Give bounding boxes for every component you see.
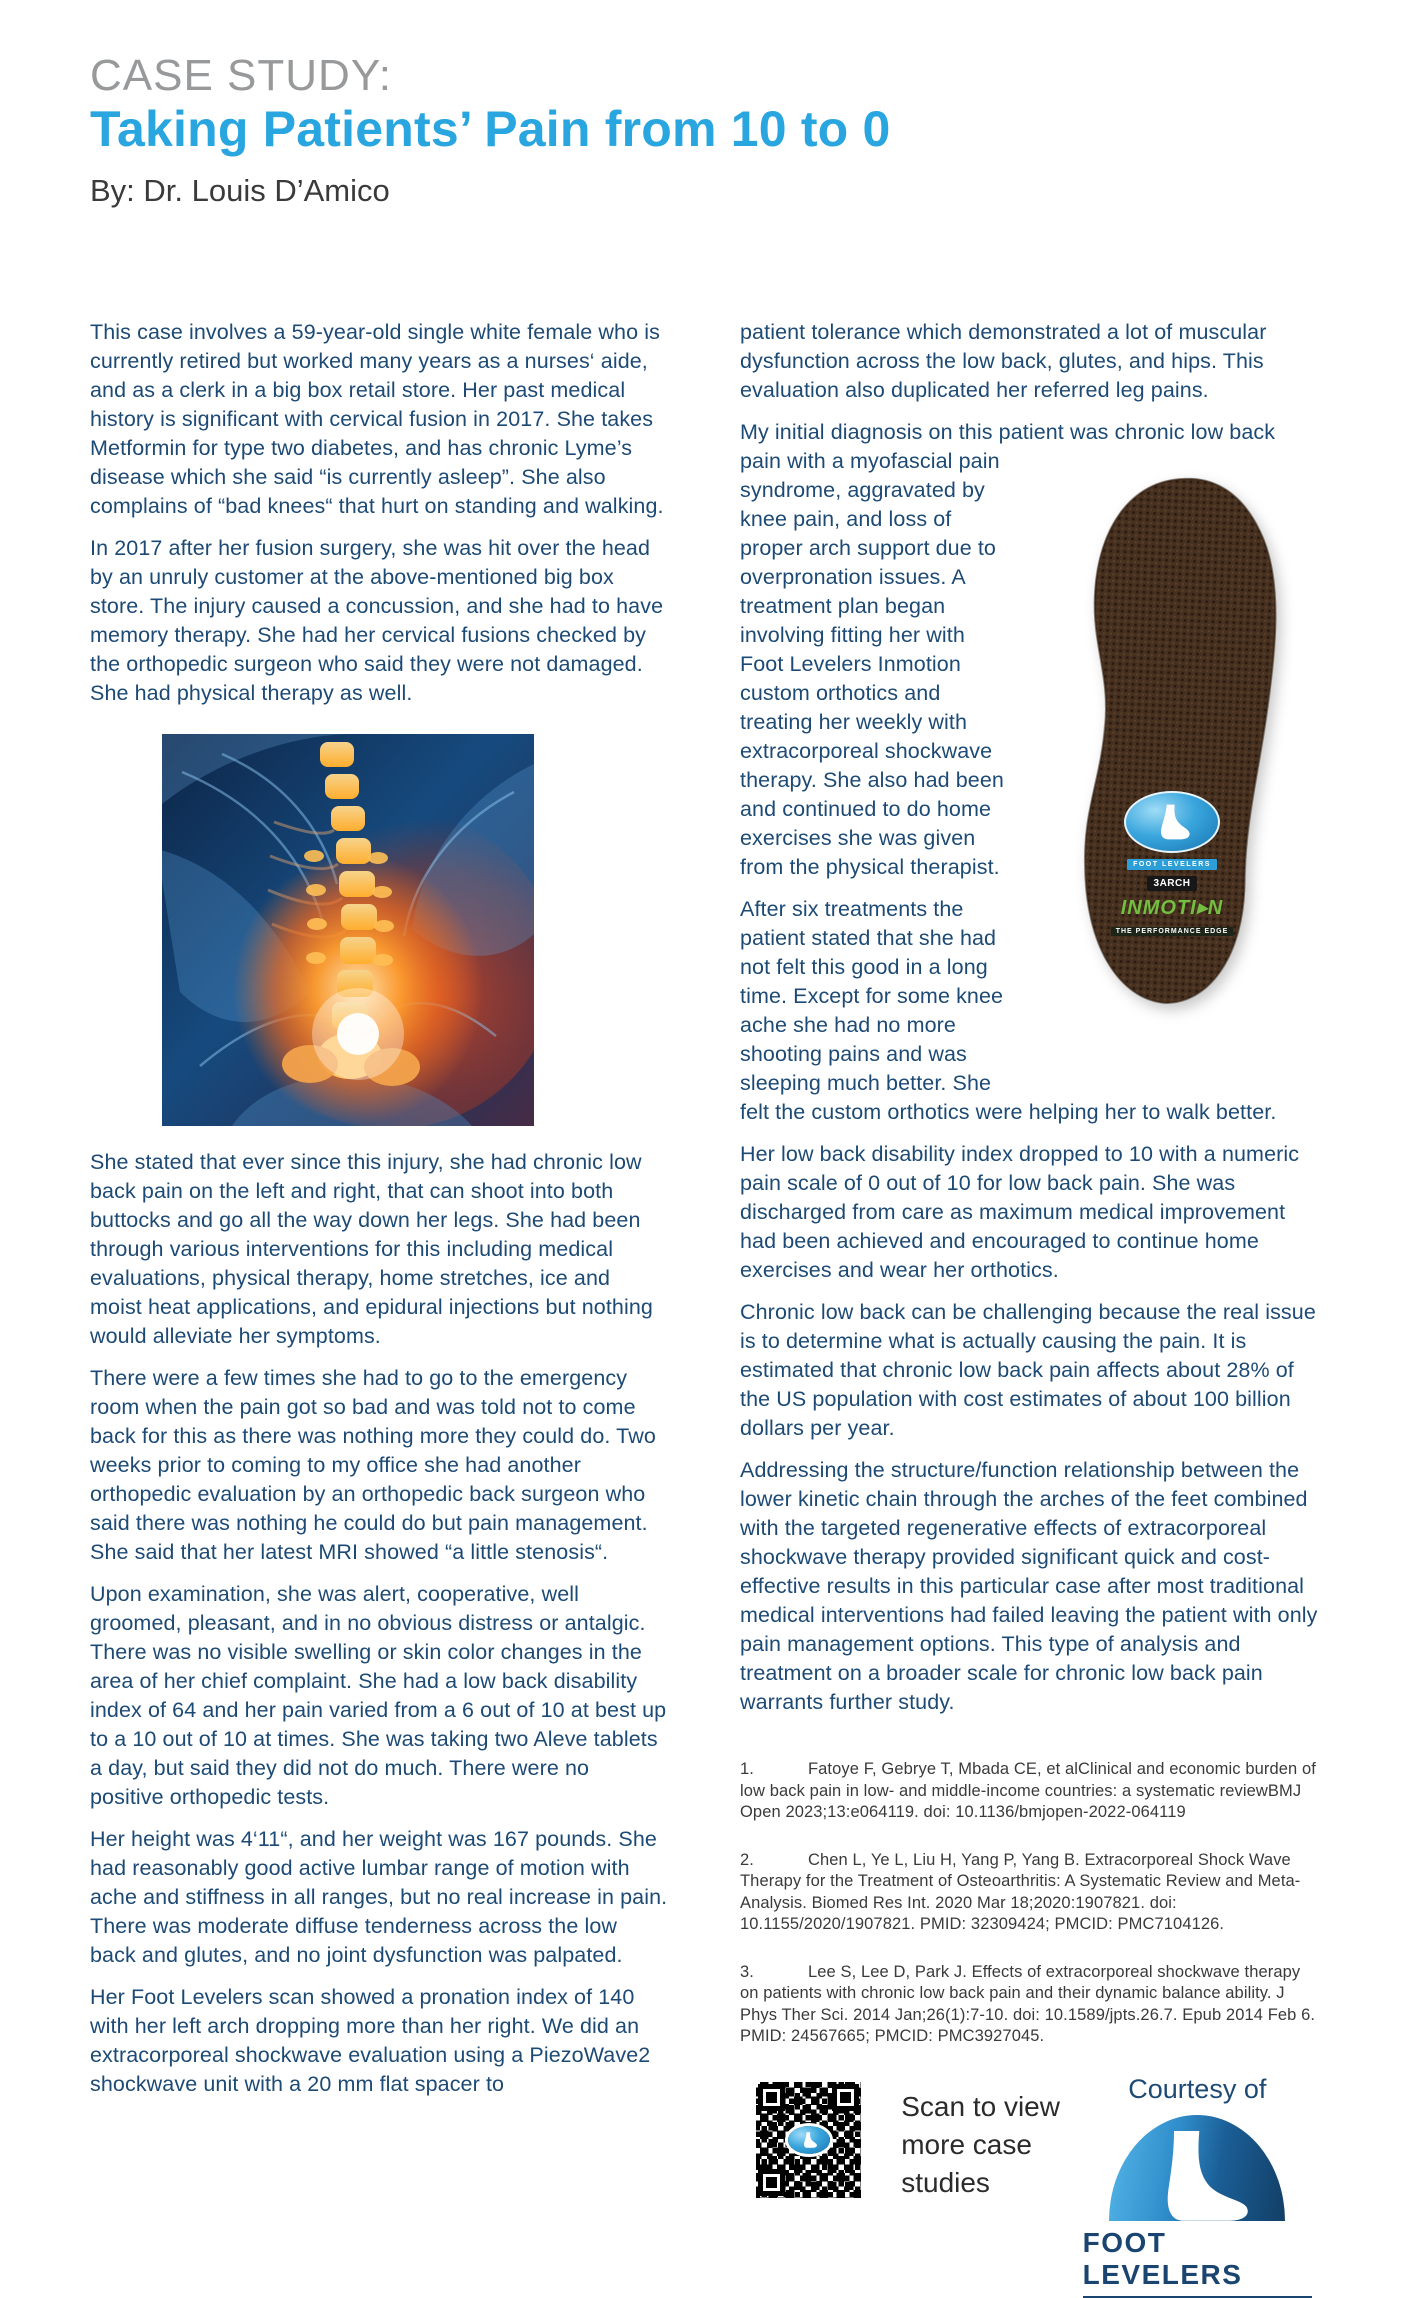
arch-badge: 3ARCH [1147,876,1198,891]
reference-number: 2. [740,1850,754,1869]
paragraph: Her low back disability index dropped to 10 with a numeric pain scale of 0 out of 10 for low back pain. She was discharged from care as maximum medical improvement had been achieved and encouraged to continue home exercises and wear her orthotics. [740,1142,1300,1282]
qr-code [756,2082,861,2198]
paragraph: In 2017 after her fusion surgery, she was hit over the head by an unruly customer at the above-mentioned big box store. The injury caused a concussion, and she had to have memory therapy. She had her cervical fusions checked by the orthopedic surgeon who said they were not damaged. She had physical therapy as well. [90,536,664,705]
paragraph: She stated that ever since this injury, she had chronic low back pain on the left and right, that can shoot into both buttocks and go all the way down her legs. She had been through various interventions for this including medical evaluations, physical therapy, home stretches, ice and moist heat applications, and epidural injections but nothing would alleviate her symptoms. [90,1150,653,1348]
column-right [740,318,1318,2298]
paragraph: After six treatments the patient stated that she had not felt this good in a long time. Except for some knee ache she had no more shooting pains and was sleeping much better. She felt the custom orthotics were helping her to walk better. [740,897,1277,1124]
foot-icon [800,2131,818,2149]
header [90,52,1310,209]
foot-levelers-wordmark: FOOT LEVELERS [1083,2227,1312,2298]
article-body [90,318,1318,2298]
reference-text: Fatoye F, Gebrye T, Mbada CE, et alClinical and economic burden of low back pain in low- and middle-income countries: a systematic reviewBMJ Open 2023;13:e064119. doi: 10.1136/bmjopen-2022-064119 [740,1760,1316,1821]
foot-icon [1152,802,1192,842]
eyebrow-label: CASE STUDY: [90,51,392,100]
qr-finder-icon [758,2169,785,2196]
reference-item [740,1962,1318,2048]
insole-graphic [1032,468,1316,1045]
byline: By: Dr. Louis D’Amico [90,172,390,208]
paragraph: Upon examination, she was alert, cooperative, well groomed, pleasant, and in no obvious distress or antalgic. There was no visible swelling or skin color changes in the area of her chief complaint. She had a low back disability index of 64 and her pain varied from a 6 out of 10 at best up to a 10 out of 10 at times. She was taking two Aleve tablets a day, but said they did not do much. There were no positive orthopedic tests. [90,1582,667,1809]
foot-levelers-mini-logo [788,2126,830,2154]
reference-item [740,1850,1318,1936]
inmotion-tagline: THE PERFORMANCE EDGE [1111,927,1234,936]
qr-finder-icon [758,2084,785,2111]
paragraph: There were a few times she had to go to the emergency room when the pain got so bad and was told not to come back for this as there was nothing more they could do. Two weeks prior to coming to my office she had another orthopedic evaluation by an orthopedic back surgeon who said there was nothing he could do but pain management. She said that her latest MRI showed “a little stenosis“. [90,1366,656,1564]
courtesy-label: Courtesy of [1128,2073,1267,2104]
paragraph: Her height was 4‘11“, and her weight was 167 pounds. She had reasonably good active lumbar range of motion with ache and stiffness in all ranges, but no real increase in pain. There was moderate diffuse tenderness across the low back and glutes, and no joint dysfunction was palpated. [90,1827,668,1967]
reference-text: Chen L, Ye L, Liu H, Yang P, Yang B. Extracorporeal Shock Wave Therapy for the Treatment of Osteoarthritis: A Systematic Review and Meta-Analysis. Biomed Res Int. 2020 Mar 18;2020:1907821. doi: 10.1155/2020/1907821. PMID: 32309424; PMCID: PMC7104126. [740,1850,1301,1933]
references [740,1759,1318,2048]
reference-text: Lee S, Lee D, Park J. Effects of extracorporeal shockwave therapy on patients with chronic low back pain and their dynamic balance ability. J Phys Ther Sci. 2014 Jan;26(1):7-10. doi: 10.1589/jpts.26.7. Epub 2014 Feb 6. PMID: 24567665; PMCID: PMC3927045. [740,1962,1316,2045]
reference-number: 1. [740,1760,754,1778]
foot-levelers-oval-logo [1124,791,1220,853]
spine-illustration-graphic [162,734,534,1126]
column-left [90,318,668,2298]
inmotion-logo: INMOTI▸N [1120,897,1224,919]
spine-pain-illustration [162,734,534,1126]
insole-shape [1032,468,1316,1045]
paragraph: My initial diagnosis on this patient was chronic low back pain with a myofascial pain syndrome, aggravated by knee pain, and loss of proper arch support due to overpronation issues. A treatment plan began involving fitting her with Foot Levelers Inmotion custom orthotics and treating her weekly with extracorporeal shockwave therapy. She also had been and continued to do home exercises she was given from the physical therapist. [740,420,1276,879]
insole-badges [1097,791,1247,938]
inmotion-orthotic-photo [1026,473,1318,1098]
courtesy-block [1083,2074,1312,2298]
foot-levelers-wordbar: FOOT LEVELERS [1127,859,1217,870]
page-title: Taking Patients’ Pain from 10 to 0 [90,100,891,157]
reference-item [740,1759,1318,1824]
paragraph: Addressing the structure/function relationship between the lower kinetic chain through the arches of the feet combined with the targeted regenerative effects of extracorporeal shockwave therapy provided significant quick and cost-effective results in this particular case after most traditional medical interventions had failed leaving the patient with only pain management options. This type of analysis and treatment on a broader scale for chronic low back pain warrants further study. [740,1458,1318,1714]
paragraph: This case involves a 59-year-old single white female who is currently retired but worked many years as a nurses‘ aide, and as a clerk in a big box retail store. Her past medical history is significant with cervical fusion in 2017. She takes Metformin for type two diabetes, and has chronic Lyme’s disease which she said “is currently asleep”. She also complains of “bad knees“ that hurt on standing and walking. [90,320,664,518]
reference-number: 3. [740,1962,754,1981]
qr-finder-icon [832,2084,859,2111]
paragraph: Chronic low back can be challenging because the real issue is to determine what is actually causing the pain. It is estimated that chronic low back pain affects about 28% of the US population with cost estimates of about 100 billion dollars per year. [740,1300,1316,1440]
foot-levelers-logo [1109,2115,1285,2221]
scan-cta-text: Scan to view more case studies [901,2090,1060,2198]
paragraph: patient tolerance which demonstrated a lot of muscular dysfunction across the low back, glutes, and hips. This evaluation also duplicated her referred leg pains. [740,320,1267,402]
foot-icon [1137,2131,1257,2221]
footer [740,2073,1318,2298]
paragraph: Her Foot Levelers scan showed a pronation index of 140 with her left arch dropping more than her right. We did an extracorporeal shockwave evaluation using a PiezoWave2 shockwave unit with a 20 mm flat spacer to [90,1985,651,2096]
